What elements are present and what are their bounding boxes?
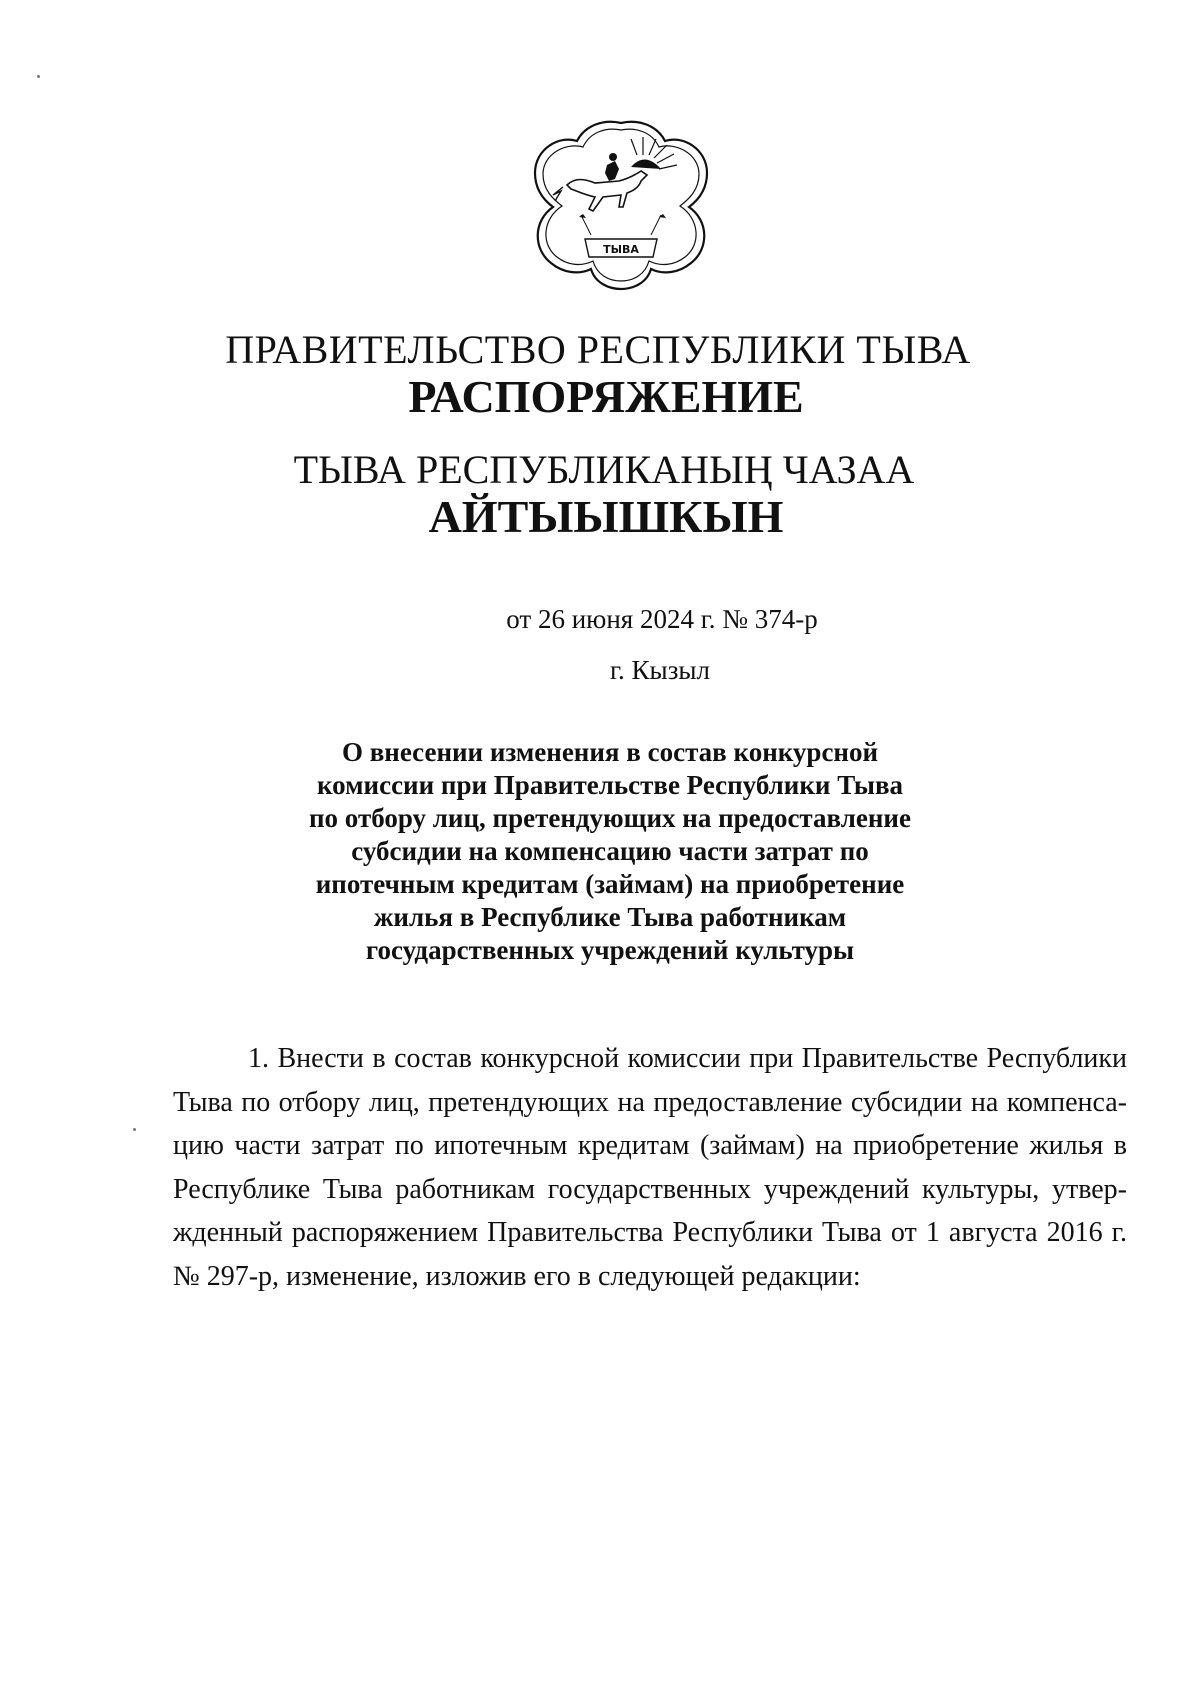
date-number: от 26 июня 2024 г. № 374-р <box>506 604 818 634</box>
emblem-ribbon-text: ТЫВА <box>603 243 639 256</box>
document-heading <box>300 736 920 967</box>
heading-line: комиссии при Правительстве Республики Тыва <box>316 770 904 800</box>
city: г. Кызыл <box>610 655 710 685</box>
heading-line: субсидии на компенсацию части затрат по <box>351 836 869 866</box>
heading-line: О внесении изменения в состав конкурсной <box>341 737 879 767</box>
body-line: Республике Тыва работникам государственных учреждений культуры, утвер- <box>173 1173 1127 1205</box>
heading-line: государственных учреждений культуры <box>365 935 855 965</box>
heading-line: ипотечным кредитам (займам) на приобретение <box>315 869 905 899</box>
body-line: жденный распоряжением Правительства Республики Тыва от 1 августа 2016 г. <box>173 1217 1127 1249</box>
document-type: РАСПОРЯЖЕНИЕ <box>408 371 804 422</box>
body-paragraph <box>173 1037 1127 1299</box>
scan-speck <box>37 75 40 78</box>
body-line: цию части затрат по ипотечным кредитам (займам) на приобретение жилья в <box>173 1130 1127 1162</box>
heading-line: жилья в Республике Тыва работникам <box>373 902 847 932</box>
heading-line: по отбору лиц, претендующих на предоставление <box>309 803 911 833</box>
body-line: Тыва по отбору лиц, претендующих на предоставление субсидии на компенса- <box>173 1086 1127 1118</box>
tuva-emblem-icon <box>523 117 719 292</box>
document-type-tyvan: АЙТЫЫШКЫН <box>428 491 784 542</box>
scan-speck <box>133 1128 136 1131</box>
government-title-tyvan: ТЫВА РЕСПУБЛИКАНЫҢ ЧАЗАА <box>293 447 915 492</box>
government-title: ПРАВИТЕЛЬСТВО РЕСПУБЛИКИ ТЫВА <box>225 327 971 372</box>
body-line: № 297-р, изменение, изложив его в следующей редакции: <box>173 1260 861 1292</box>
body-line: 1. Внести в состав конкурсной комиссии при Правительстве Республики <box>248 1043 1127 1074</box>
